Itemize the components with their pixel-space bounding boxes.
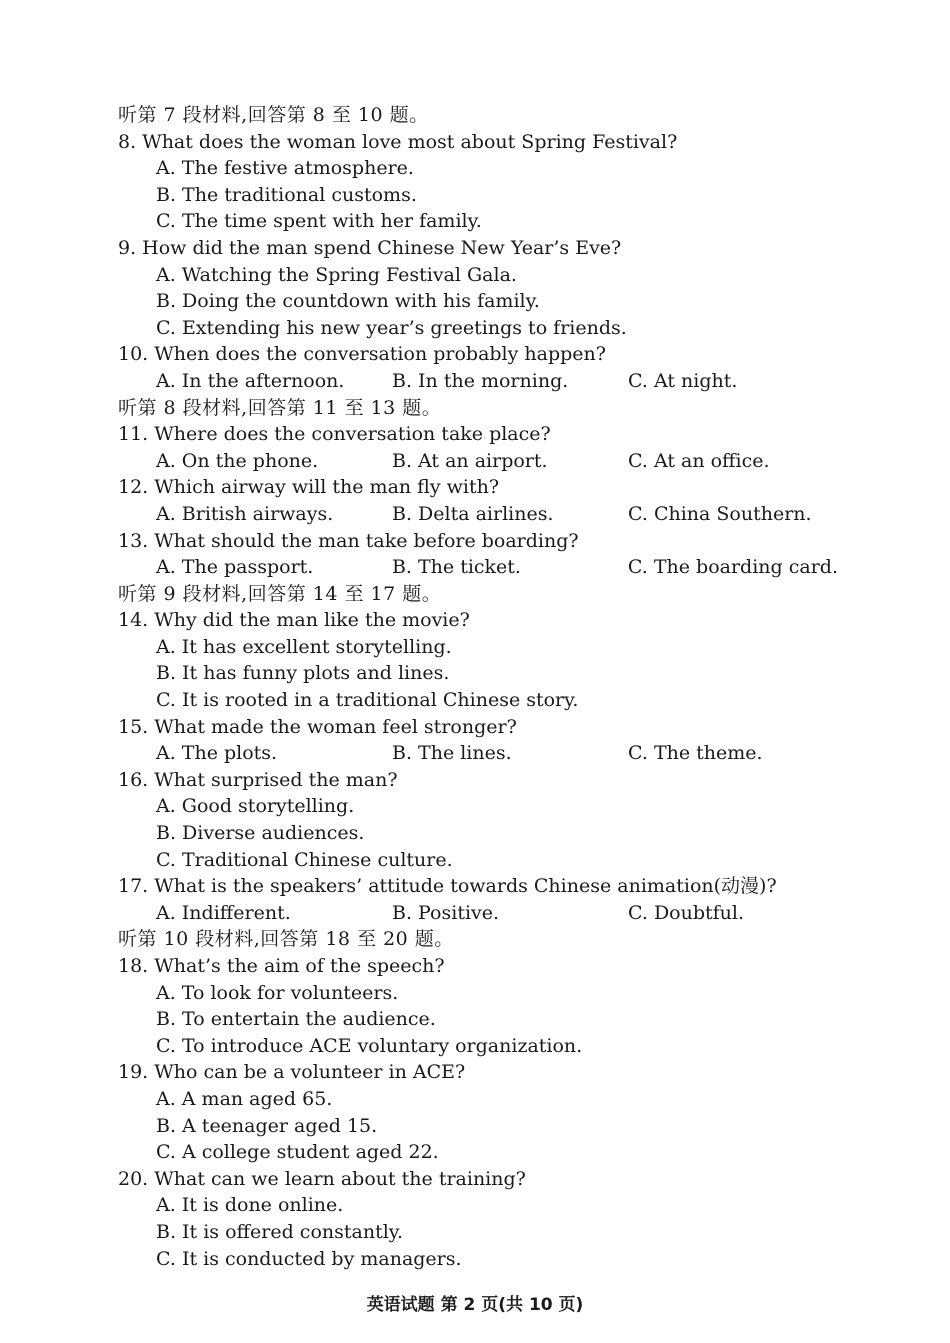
question-stem: 13. What should the man take before boarding? [118, 529, 579, 552]
option-row [118, 368, 838, 395]
answer-option: B. Doing the countdown with his family. [156, 290, 540, 313]
answer-option: B. The lines. [392, 742, 512, 765]
answer-option: A. The festive atmosphere. [156, 157, 414, 180]
answer-option: A. Watching the Spring Festival Gala. [156, 263, 517, 286]
question-stem: 10. When does the conversation probably happen? [118, 343, 606, 366]
section-header: 听第 9 段材料,回答第 14 至 17 题。 [118, 582, 442, 605]
answer-option: B. To entertain the audience. [156, 1008, 436, 1031]
option-row [118, 900, 838, 927]
section-header: 听第 10 段材料,回答第 18 至 20 题。 [118, 928, 454, 951]
answer-option: B. It has funny plots and lines. [156, 662, 450, 685]
question-stem: 12. Which airway will the man fly with? [118, 476, 500, 499]
option-row [118, 501, 838, 528]
answer-option: A. British airways. [156, 502, 334, 525]
answer-option: B. At an airport. [392, 449, 548, 472]
answer-option: B. The ticket. [391, 556, 521, 579]
answer-option: A. A man aged 65. [156, 1087, 333, 1110]
answer-option: A. It has excellent storytelling. [156, 635, 452, 658]
answer-option: A. Good storytelling. [156, 795, 355, 818]
answer-option: A. To look for volunteers. [156, 981, 399, 1004]
answer-option: B. A teenager aged 15. [156, 1114, 378, 1137]
question-stem: 9. How did the man spend Chinese New Year’s Eve? [118, 236, 622, 259]
answer-option: B. Delta airlines. [392, 502, 554, 525]
question-stem: 8. What does the woman love most about Spring Festival? [118, 130, 678, 153]
option-row [118, 740, 838, 767]
answer-option: B. It is offered constantly. [156, 1220, 404, 1243]
section-header: 听第 8 段材料,回答第 11 至 13 题。 [118, 396, 442, 419]
answer-option: A. The passport. [156, 556, 314, 579]
question-stem: 18. What’s the aim of the speech? [118, 955, 445, 977]
question-stem: 14. Why did the man like the movie? [118, 609, 470, 632]
question-list [118, 102, 838, 1272]
question-stem: 15. What made the woman feel stronger? [118, 715, 517, 738]
answer-option: A. On the phone. [156, 449, 319, 472]
answer-option: C. To introduce ACE voluntary organization. [156, 1034, 583, 1057]
page-footer: 英语试题 第 2 页(共 10 页) [366, 1295, 584, 1315]
option-row [118, 554, 838, 581]
answer-option: C. The boarding card. [627, 556, 838, 579]
question-stem: 16. What surprised the man? [118, 768, 398, 791]
answer-option: B. In the morning. [392, 369, 569, 392]
answer-option: C. A college student aged 22. [156, 1141, 439, 1164]
answer-option: C. China Southern. [628, 502, 812, 525]
answer-option: A. In the afternoon. [156, 369, 345, 392]
answer-option: A. Indifferent. [156, 901, 291, 924]
answer-option: B. Positive. [392, 901, 500, 924]
answer-option: C. The theme. [628, 742, 763, 765]
answer-option: C. At an office. [628, 449, 770, 472]
answer-option: A. It is done online. [156, 1194, 344, 1217]
answer-option: C. At night. [628, 369, 738, 392]
answer-option: B. Diverse audiences. [156, 822, 365, 845]
answer-option: C. Doubtful. [628, 901, 745, 924]
answer-option: C. It is conducted by managers. [156, 1247, 462, 1270]
answer-option: A. The plots. [156, 742, 278, 765]
answer-option: C. It is rooted in a traditional Chinese story. [156, 689, 579, 712]
question-stem: 19. Who can be a volunteer in ACE? [118, 1061, 466, 1084]
answer-option: C. The time spent with her family. [156, 210, 482, 233]
answer-option: B. The traditional customs. [156, 183, 417, 206]
question-stem: 17. What is the speakers’ attitude towards Chinese animation(动漫)? [118, 875, 777, 898]
section-header: 听第 7 段材料,回答第 8 至 10 题。 [118, 104, 429, 126]
option-row [118, 448, 838, 475]
answer-option: C. Extending his new year’s greetings to friends. [156, 316, 627, 339]
question-stem: 11. Where does the conversation take place? [118, 423, 551, 446]
question-stem: 20. What can we learn about the training? [118, 1167, 526, 1190]
answer-option: C. Traditional Chinese culture. [156, 848, 453, 871]
